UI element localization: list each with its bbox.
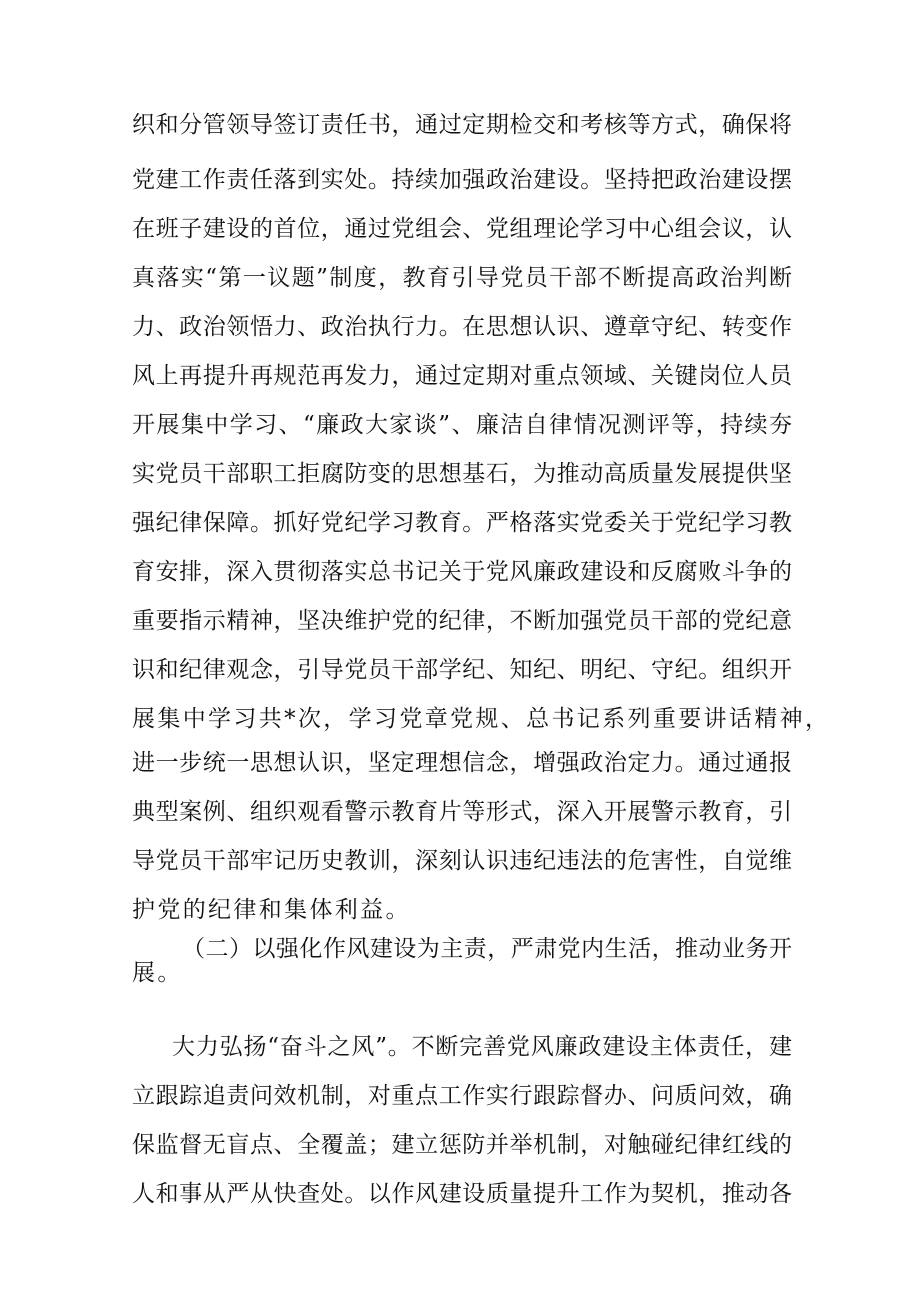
body-text-line: 开展集中学习、“廉政大家谈”、廉洁自律情况测评等，持续夯 bbox=[132, 412, 792, 438]
body-text-line: 织和分管领导签订责任书，通过定期检交和考核等方式，确保将 bbox=[132, 112, 792, 138]
body-text-line: 真落实“第一议题”制度，教育引导党员干部不断提高政治判断 bbox=[132, 265, 792, 291]
section-heading: （二）以强化作风建设为主责，严肃党内生活，推动业务开 bbox=[182, 936, 792, 962]
body-text-line: 保监督无盲点、全覆盖；建立惩防并举机制，对触碰纪律红线的 bbox=[132, 1132, 792, 1158]
section-heading-continuation: 展。 bbox=[132, 960, 183, 986]
body-text-line: 育安排，深入贯彻落实总书记关于党风廉政建设和反腐败斗争的 bbox=[132, 559, 792, 585]
body-text-line: 进一步统一思想认识，坚定理想信念，增强政治定力。通过通报 bbox=[132, 750, 792, 776]
body-text-line: 实党员干部职工拒腐防变的思想基石，为推动高质量发展提供坚 bbox=[132, 461, 792, 487]
body-text-line: 护党的纪律和集体利益。 bbox=[132, 897, 411, 923]
body-text-line: 导党员干部牢记历史教训，深刻认识违纪违法的危害性，自觉维 bbox=[132, 848, 792, 874]
body-text-line: 党建工作责任落到实处。持续加强政治建设。坚持把政治建设摆 bbox=[132, 167, 792, 193]
body-text-line: 展集中学习共*次，学习党章党规、总书记系列重要讲话精神， bbox=[132, 706, 831, 732]
body-text-line: 识和纪律观念，引导党员干部学纪、知纪、明纪、守纪。组织开 bbox=[132, 657, 792, 683]
body-text-line: 典型案例、组织观看警示教育片等形式，深入开展警示教育，引 bbox=[132, 799, 792, 825]
body-text-line: 重要指示精神，坚决维护党的纪律，不断加强党员干部的党纪意 bbox=[132, 608, 792, 634]
body-text-line: 大力弘扬“奋斗之风”。不断完善党风廉政建设主体责任，建 bbox=[172, 1034, 792, 1060]
body-text-line: 立跟踪追责问效机制，对重点工作实行跟踪督办、问质问效，确 bbox=[132, 1083, 792, 1109]
body-text-line: 在班子建设的首位，通过党组会、党组理论学习中心组会议，认 bbox=[132, 216, 792, 242]
body-text-line: 人和事从严从快查处。以作风建设质量提升工作为契机，推动各 bbox=[132, 1181, 792, 1207]
body-text-line: 力、政治领悟力、政治执行力。在思想认识、遵章守纪、转变作 bbox=[132, 314, 792, 340]
body-text-line: 强纪律保障。抓好党纪学习教育。严格落实党委关于党纪学习教 bbox=[132, 510, 792, 536]
body-text-line: 风上再提升再规范再发力，通过定期对重点领域、关键岗位人员 bbox=[132, 363, 792, 389]
